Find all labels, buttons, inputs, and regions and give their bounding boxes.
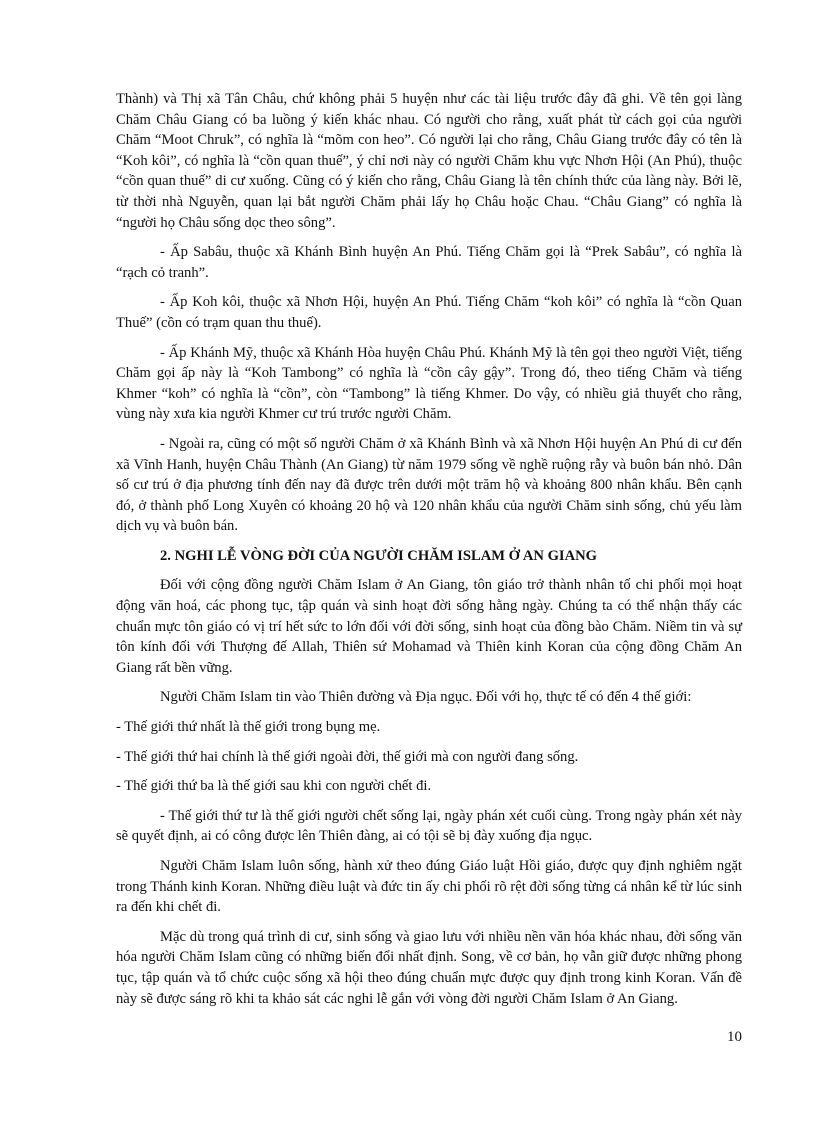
paragraph-four-worlds-intro: Người Chăm Islam tin vào Thiên đường và Địa ngục. Đối với họ, thực tế có đến 4 thế giới: [160,689,692,706]
list-item-world-1: - Thế giới thứ nhất là thế giới trong bụng mẹ. [116,719,381,736]
paragraph-islamic-law: Người Chăm Islam luôn sống, hành xử theo đúng Giáo luật Hồi giáo, được quy định nghiêm ngặt trong Thánh kinh Koran. Những điều luật và đức tin ấy chi phối rõ rệt đời sống từng cá nhân kể từ lúc sinh ra đến khi chết đi. [116,858,742,916]
paragraph-chau-giang-naming: Thành) và Thị xã Tân Châu, chứ không phải 5 huyện như các tài liệu trước đây đã ghi. Về tên gọi làng Chăm Châu Giang có ba luồng ý kiến khác nhau. Có người cho rằng, xuất phát từ cách gọi của người Chăm “Moot Chruk”, có nghĩa là “mõm con heo”. Có người lại cho rằng, Châu Giang trước đây có tên là “Koh kôi”, có nghĩa là “cồn quan thuế”, ý chỉ nơi này có người Chăm khu vực Nhơn Hội (An Phú), thuộc “cồn quan thuế” di cư xuống. Cũng có ý kiến cho rằng, Châu Giang là tên chính thức của làng này. Bởi lẽ, từ thời nhà Nguyễn, quan lại bắt người Chăm phải lấy họ Châu hoặc Chau. “Châu Giang” có nghĩa là “người họ Châu sống dọc theo sông”. [116,91,742,231]
paragraph-ap-koh-koi: - Ấp Koh kôi, thuộc xã Nhơn Hội, huyện An Phú. Tiếng Chăm “koh kôi” có nghĩa là “cồn Quan Thuế” (cồn có trạm quan thu thuế). [116,294,742,331]
page-number: 10 [727,1029,742,1045]
page-body [116,89,742,1018]
paragraph-religion-role: Đối với cộng đồng người Chăm Islam ở An Giang, tôn giáo trở thành nhân tố chi phối mọi hoạt động văn hoá, các phong tục, tập quán và sinh hoạt đời sống hằng ngày. Chúng ta có thể nhận thấy các chuẩn mực tôn giáo có vị trí hết sức to lớn đối với đời sống, sinh hoạt của đồng bào Chăm. Niềm tin và sự tôn kính đối với Thượng đế Allah, Thiên sứ Mohamad và Thiên kinh Koran của cộng đồng Chăm An Giang rất bền vững. [116,577,742,676]
list-item-world-2: - Thế giới thứ hai chính là thế giới ngoài đời, thế giới mà con người đang sống. [116,748,579,765]
paragraph-ap-sabau: - Ấp Sabâu, thuộc xã Khánh Bình huyện An Phú. Tiếng Chăm gọi là “Prek Sabâu”, có nghĩa là “rạch cỏ tranh”. [116,244,742,281]
section-heading: 2. NGHI LỄ VÒNG ĐỜI CỦA NGƯỜI CHĂM ISLAM Ở AN GIANG [160,547,598,564]
paragraph-other-migration: - Ngoài ra, cũng có một số người Chăm ở xã Khánh Bình và xã Nhơn Hội huyện An Phú di cư đến xã Vĩnh Hanh, huyện Châu Thành (An Giang) từ năm 1979 sống về nghề ruộng rẫy và buôn bán nhỏ. Dân số cư trú ở địa phương tính đến nay đã được trên dưới một trăm hộ và khoảng 800 nhân khẩu. Bên cạnh đó, ở thành phố Long Xuyên có khoảng 20 hộ và 120 nhân khẩu của người Chăm sinh sống, chủ yếu làm dịch vụ và buôn bán. [116,435,742,535]
paragraph-cultural-change: Mặc dù trong quá trình di cư, sinh sống và giao lưu với nhiều nền văn hóa khác nhau, đời sống văn hóa người Chăm Islam cũng có những biến đổi nhất định. Song, về cơ bản, họ vẫn giữ được những phong tục, tập quán và tổ chức cuộc sống xã hội theo đúng chuẩn mực được quy định trong kinh Koran. Vấn đề này sẽ được sáng rõ khi ta khảo sát các nghi lễ gắn với vòng đời người Chăm Islam ở An Giang. [116,928,742,1007]
list-item-world-3: - Thế giới thứ ba là thế giới sau khi con người chết đi. [116,778,432,795]
list-item-world-4: - Thế giới thứ tư là thế giới người chết sống lại, ngày phán xét cuối cùng. Trong ngày phán xét này sẽ quyết định, ai có công được lên Thiên đàng, ai có tội sẽ bị đày xuống địa ngục. [116,807,742,845]
paragraph-ap-khanh-my: - Ấp Khánh Mỹ, thuộc xã Khánh Hòa huyện Châu Phú. Khánh Mỹ là tên gọi theo người Việt, tiếng Chăm gọi ấp này là “Koh Tambong” có nghĩa là “cồn cây gậy”. Trong đó, theo tiếng Chăm và tiếng Khmer “koh” có nghĩa là “cồn”, còn “Tambong” là tiếng Khmer. Do vậy, có nhiều giả thuyết cho rằng, vùng này xưa kia người Khmer cư trú trước người Chăm. [116,344,742,423]
